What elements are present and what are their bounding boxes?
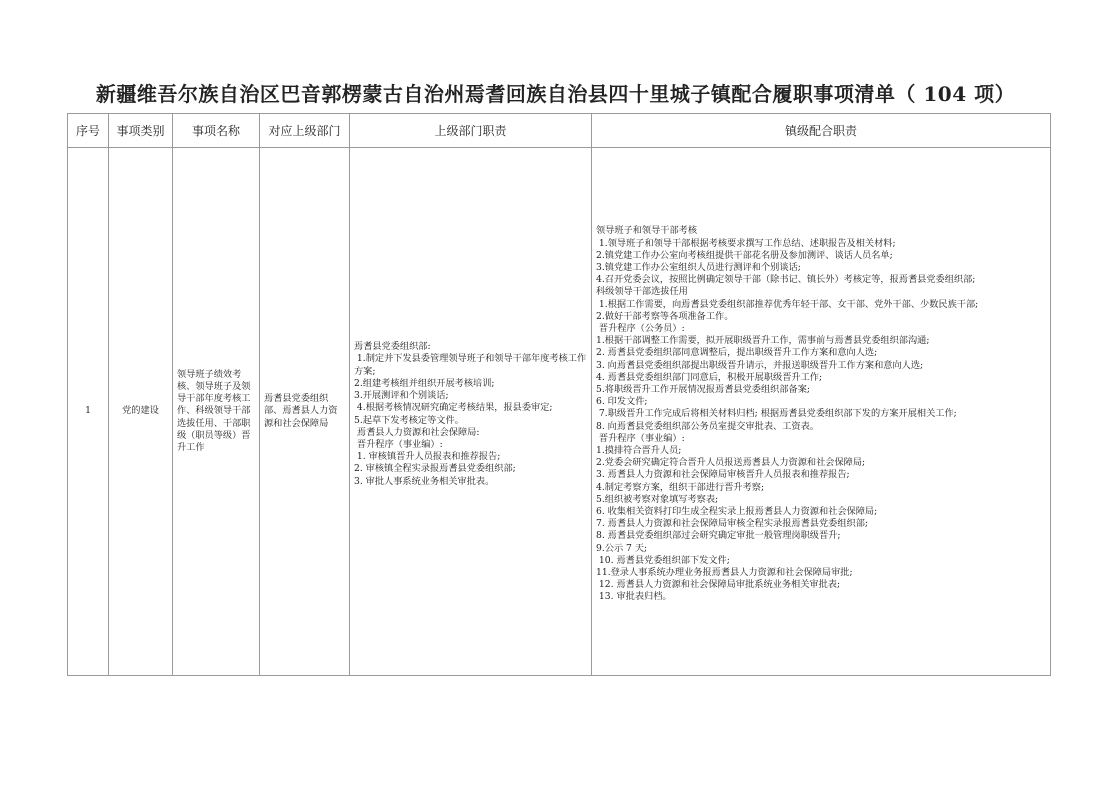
cell-town-duties (592, 148, 1051, 676)
duty-line: 1. 审核镇晋升人员报表和推荐报告; (354, 451, 501, 463)
duty-line: 11.登录人事系统办理业务报焉耆县人力资源和社会保障局审批; (596, 567, 853, 579)
duty-line: 晋升程序（公务员）: (596, 322, 685, 334)
duty-line: 晋升程序（事业编）: (596, 432, 685, 444)
duty-line: 8. 向焉耆县党委组织部公务员室提交审批表、工资表。 (596, 420, 819, 432)
item-name-text: 领导班子绩效考核、领导班子及领导干部年度考核工作、科级领导干部选拔任用、干部职级（职员等级）晋升工作 (177, 368, 251, 453)
cell-category: 党的建设 (109, 148, 173, 676)
duty-line: 1.制定并下发县委管理领导班子和领导干部年度考核工作方案; (354, 353, 587, 377)
duty-line: 7. 焉耆县人力资源和社会保障局审核全程实录报焉耆县党委组织部; (596, 518, 869, 530)
duty-line: 12. 焉耆县人力资源和社会保障局审批系统业务相关审批表; (596, 579, 841, 591)
cell-index: 1 (68, 148, 109, 676)
duty-line: 4.召开党委会议，按照比例确定领导干部（除书记、镇长外）考核定等，报焉耆县党委组织部; (596, 274, 976, 286)
duty-line: 3.开展测评和个别谈话; (354, 390, 449, 402)
duty-line: 9.公示 7 天; (596, 542, 648, 554)
duty-line: 13. 审批表归档。 (596, 591, 672, 603)
duty-line: 焉耆县党委组织部: (354, 341, 431, 353)
duty-line: 2. 审核镇全程实录报焉耆县党委组织部; (354, 463, 516, 475)
duty-line: 4.制定考察方案，组织干部进行晋升考察; (596, 481, 765, 493)
duty-line: 2.镇党建工作办公室向考核组提供干部花名册及参加测评、谈话人员名单; (596, 249, 893, 261)
duty-line: 领导班子和领导干部考核 (596, 225, 698, 237)
header-superior-department: 对应上级部门 (260, 114, 350, 148)
duty-line: 3. 审批人事系统业务相关审批表。 (354, 475, 495, 487)
duty-line: 1.根据干部调整工作需要，拟开展职级晋升工作，需事前与焉耆县党委组织部沟通; (596, 335, 930, 347)
duty-line: 2.党委会研究确定符合晋升人员报送焉耆县人力资源和社会保障局; (596, 457, 866, 469)
town-duties-list (596, 219, 1046, 603)
duty-line: 4.根据考核情况研究确定考核结果，报县委审定; (354, 402, 553, 414)
duty-line: 焉耆县人力资源和社会保障局: (354, 426, 480, 438)
page-title: 新疆维吾尔族自治区巴音郭楞蒙古自治州焉耆回族自治县四十里城子镇配合履职事项清单（ 104 项） (95, 82, 1016, 106)
duty-line: 5.将职级晋升工作开展情况报焉耆县党委组织部备案; (596, 383, 810, 395)
duty-line: 3. 焉耆县人力资源和社会保障局审核晋升人员报表和推荐报告; (596, 469, 850, 481)
duty-line: 2.组建考核组并组织开展考核培训; (354, 377, 495, 389)
duty-line: 1.根据工作需要，向焉耆县党委组织部推荐优秀年轻干部、女干部、党外干部、少数民族干部; (596, 298, 979, 310)
superior-duties-list (354, 335, 587, 487)
superior-department-text: 焉耆县党委组织部、焉耆县人力资源和社会保障局 (264, 393, 338, 429)
duty-line: 晋升程序（事业编）: (354, 438, 443, 450)
table-row (68, 148, 1051, 676)
header-superior-duties: 上级部门职责 (350, 114, 592, 148)
duty-line: 1.摸排符合晋升人员; (596, 445, 682, 456)
header-name: 事项名称 (173, 114, 260, 148)
duty-line: 科级领导干部选拔任用 (596, 286, 688, 298)
duty-line: 7.职级晋升工作完成后将相关材料归档; 根据焉耆县党委组织部下发的方案开展相关工作; (596, 408, 957, 420)
header-index: 序号 (68, 114, 109, 148)
header-category: 事项类别 (109, 114, 173, 148)
duty-line: 2.做好干部考察等各项准备工作。 (596, 310, 734, 322)
table-header-row (68, 114, 1051, 148)
duty-line: 8. 焉耆县党委组织部过会研究确定审批一般管理岗职级晋升; (596, 530, 841, 542)
duty-line: 1.领导班子和领导干部根据考核要求撰写工作总结、述职报告及相关材料; (596, 237, 896, 249)
duty-table (67, 113, 1051, 676)
cell-superior-duties (350, 148, 592, 676)
duty-line: 5.组织被考察对象填写考察表; (596, 493, 719, 505)
duty-line: 4. 焉耆县党委组织部门同意后，积极开展职级晋升工作; (596, 371, 823, 383)
duty-line: 3. 向焉耆县党委组织部提出职级晋升请示，并报送职级晋升工作方案和意向人选; (596, 359, 924, 371)
cell-superior-department (260, 148, 350, 676)
duty-line: 6. 印发文件; (596, 396, 648, 408)
header-town-duties: 镇级配合职责 (592, 114, 1051, 148)
duty-line: 5.起草下发考核定等文件。 (354, 414, 464, 426)
duty-line: 3.镇党建工作办公室组织人员进行测评和个别谈话; (596, 261, 801, 273)
duty-line: 2. 焉耆县党委组织部同意调整后，提出职级晋升工作方案和意向人选; (596, 347, 878, 359)
duty-line: 10. 焉耆县党委组织部下发文件; (596, 554, 730, 566)
duty-line: 6. 收集相关资料打印生成全程实录上报焉耆县人力资源和社会保障局; (596, 506, 878, 518)
cell-name (173, 148, 260, 676)
